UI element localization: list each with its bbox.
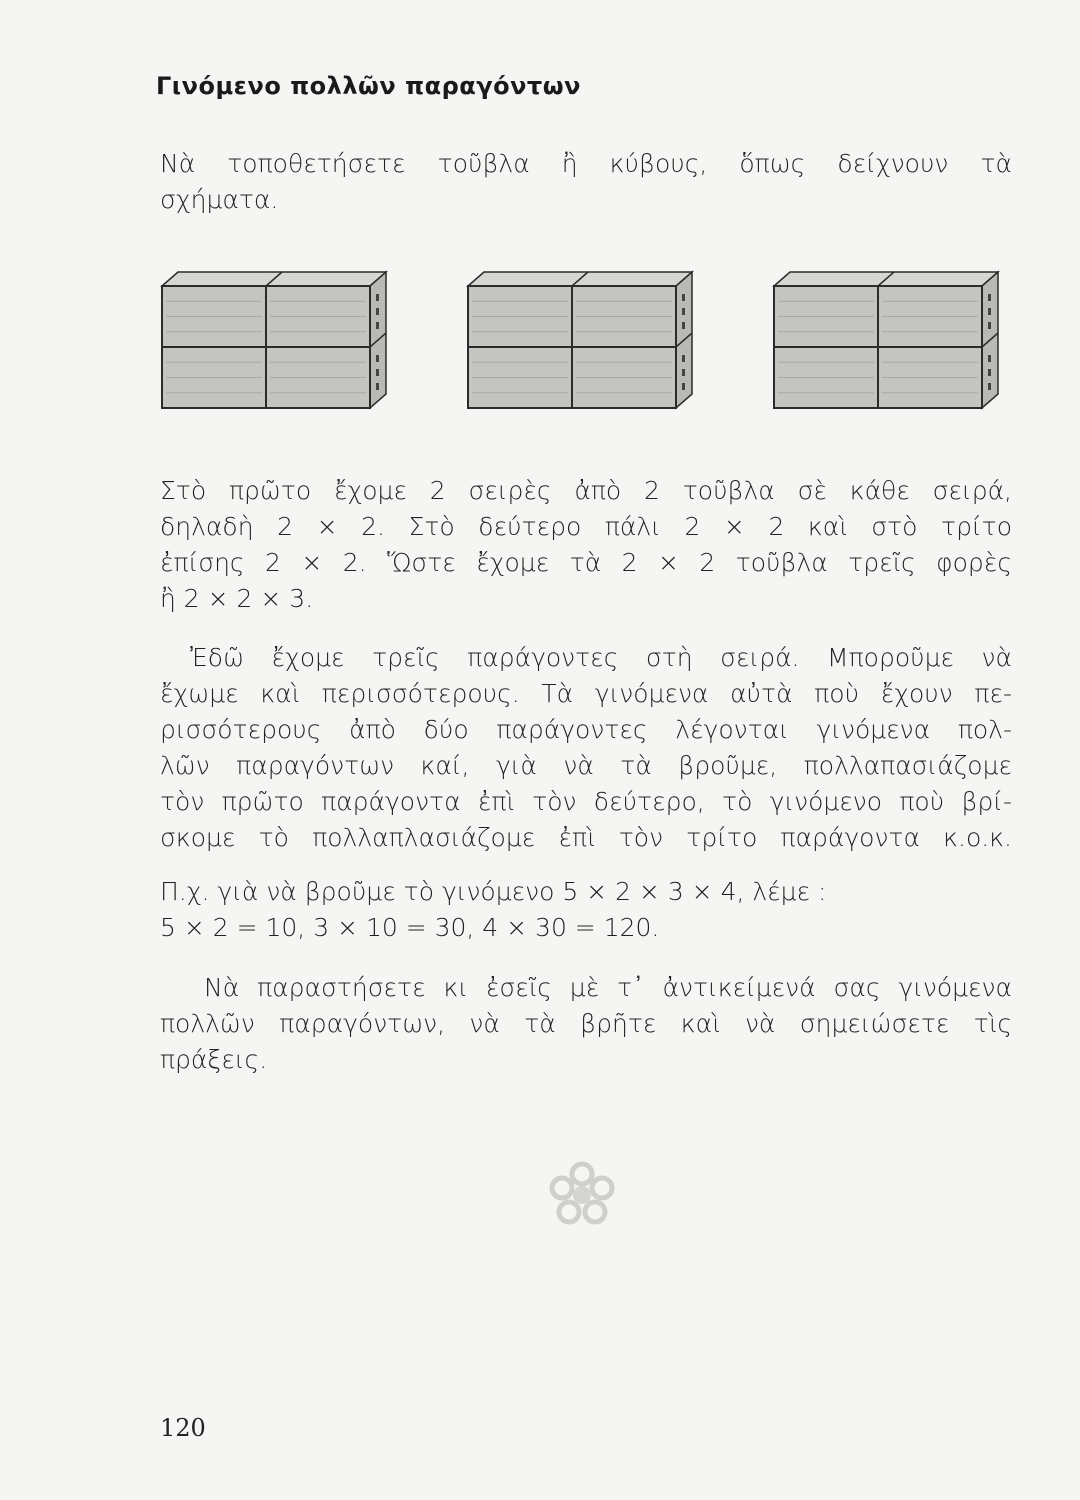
paragraph2-line-6: σκομε τὸ πολλαπλασιάζομε ἐπὶ τὸν τρίτο παράγοντα κ.ο.κ. [160, 823, 1012, 852]
section-heading: Γινόμενο πολλῶν παραγόντων [156, 72, 581, 100]
brick-hole [376, 383, 379, 390]
brick-figures [160, 268, 1020, 418]
paragraph2-line-5: τὸν πρῶτο παράγοντα ἐπὶ τὸν δεύτερο, τὸ γινόμενο ποὺ βρί- [160, 787, 1012, 816]
brick-hole [682, 308, 685, 315]
intro-line-2: σχήματα. [160, 185, 279, 214]
paragraph3-line-1: Νὰ παραστήσετε κι ἐσεῖς μὲ τ᾽ ἀντικείμενά σας γινόμενα [204, 973, 1012, 1002]
brick-hole [988, 322, 991, 329]
brick-hole [376, 369, 379, 376]
brick-hole [376, 308, 379, 315]
brick-hole [988, 383, 991, 390]
brick-hole [988, 294, 991, 301]
brick-hole [682, 322, 685, 329]
paragraph2-line-1: Ἐδῶ ἔχομε τρεῖς παράγοντες στὴ σειρά. Μποροῦμε νὰ [190, 643, 1012, 672]
brick-hole [682, 383, 685, 390]
brick-stack-drawing [468, 272, 692, 408]
intro-paragraph [160, 146, 1012, 218]
flower-ornament-icon [546, 1160, 618, 1232]
brick-hole [988, 355, 991, 362]
paragraph-exercise [160, 970, 1012, 1078]
brick-hole [682, 369, 685, 376]
paragraph1-line-4: ἢ 2 × 2 × 3. [160, 584, 314, 613]
paragraph3-line-3: πράξεις. [160, 1045, 268, 1074]
paragraph1-line-1: Στὸ πρῶτο ἔχομε 2 σειρὲς ἀπὸ 2 τοῦβλα σὲ κάθε σειρά, [160, 476, 1012, 505]
brick-hole [682, 355, 685, 362]
intro-line-1: Νὰ τοποθετήσετε τοῦβλα ἢ κύβους, ὅπως δείχνουν τὰ [160, 149, 1012, 178]
brick-stack-drawing [774, 272, 998, 408]
paragraph-example [160, 874, 1012, 946]
brick-hole [376, 355, 379, 362]
brick-hole [682, 294, 685, 301]
paragraph3-line-2: πολλῶν παραγόντων, νὰ τὰ βρῆτε καὶ νὰ σημειώσετε τὶς [160, 1009, 1012, 1038]
paragraph2-line-2: ἔχωμε καὶ περισσότερους. Τὰ γινόμενα αὐτὰ ποὺ ἔχουν πε- [160, 679, 1012, 708]
paragraph2-line-4: λῶν παραγόντων καί, γιὰ νὰ τὰ βροῦμε, πολλαπασιάζομε [160, 751, 1012, 780]
brick-hole [376, 322, 379, 329]
paragraph1-line-2: δηλαδὴ 2 × 2. Στὸ δεύτερο πάλι 2 × 2 καὶ στὸ τρίτο [160, 512, 1012, 541]
brick-figure-3 [772, 268, 1002, 418]
brick-hole [988, 369, 991, 376]
brick-figure-1 [160, 268, 390, 418]
paragraph2-line-3: ρισσότερους ἀπὸ δύο παράγοντες λέγονται γινόμενα πολ- [160, 715, 1012, 744]
brick-figure-2 [466, 268, 696, 418]
brick-hole [988, 308, 991, 315]
brick-hole [376, 294, 379, 301]
brick-stack-drawing [162, 272, 386, 408]
paragraph-many-factors [160, 640, 1012, 856]
paragraph1-line-3: ἐπίσης 2 × 2. Ὥστε ἔχομε τὰ 2 × 2 τοῦβλα τρεῖς φορὲς [160, 548, 1012, 577]
example-line-2: 5 × 2 = 10, 3 × 10 = 30, 4 × 30 = 120. [160, 913, 660, 942]
page-number: 120 [160, 1414, 206, 1442]
example-line-1: Π.χ. γιὰ νὰ βροῦμε τὸ γινόμενο 5 × 2 × 3 × 4, λέμε : [160, 877, 827, 906]
paragraph-rows-explanation [160, 473, 1012, 617]
